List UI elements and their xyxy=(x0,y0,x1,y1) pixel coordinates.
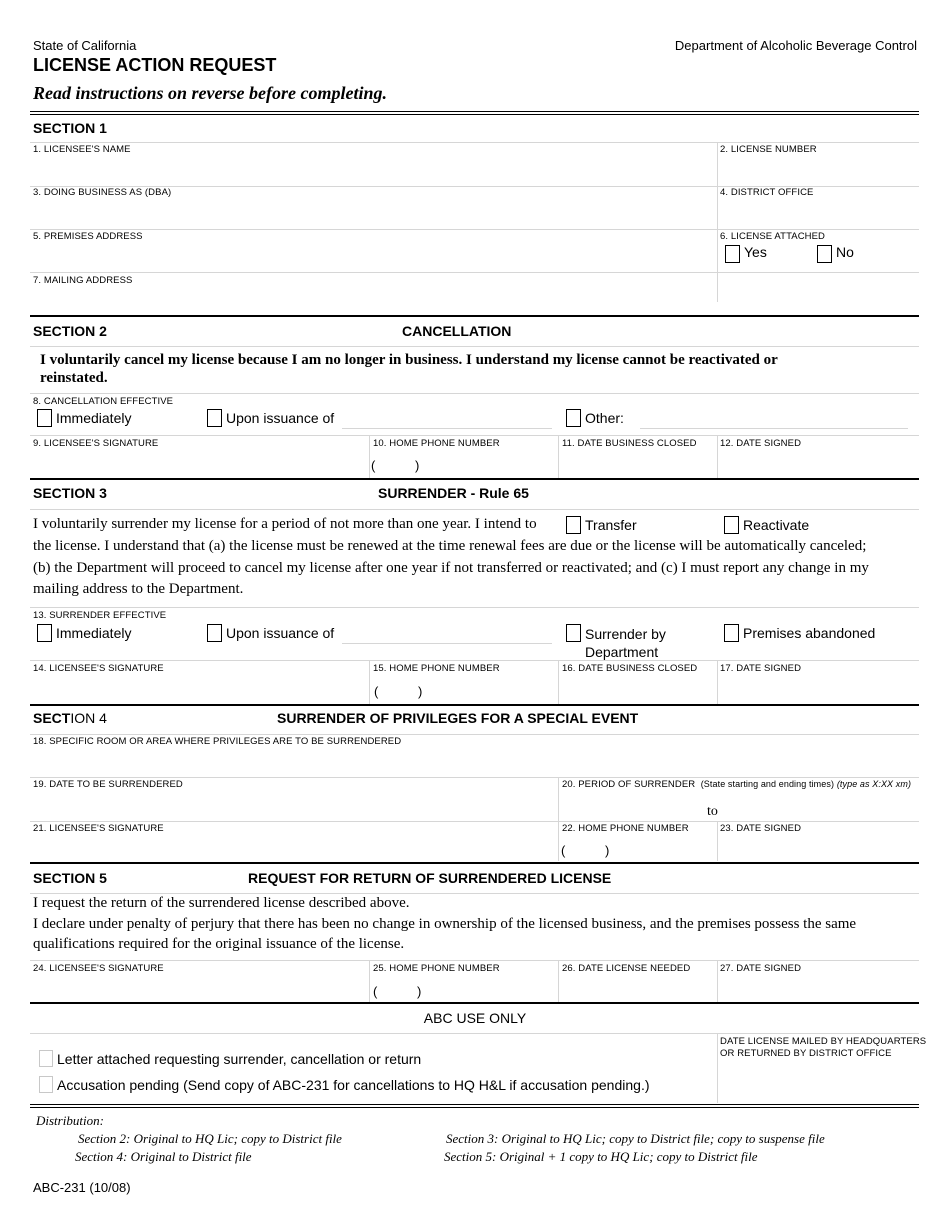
header-rule-bottom xyxy=(30,114,919,115)
cancel-other-field[interactable] xyxy=(640,428,908,429)
cancel-upon-issuance-field[interactable] xyxy=(342,428,552,429)
divider xyxy=(30,142,919,143)
column-divider xyxy=(369,960,370,1002)
home-phone-field[interactable] xyxy=(568,835,715,860)
department-name: Department of Alcoholic Beverage Control xyxy=(674,38,917,53)
licensee-name-label: 1. LICENSEE'S NAME xyxy=(33,144,131,155)
yes-option-label: Yes xyxy=(744,244,767,260)
cancellation-statement-line: I voluntarily cancel my license because I am no longer in business. I understand my license cannot be reactivated or xyxy=(40,352,778,368)
licensee-signature-label: 21. LICENSEE'S SIGNATURE xyxy=(33,823,164,834)
divider xyxy=(30,393,919,394)
phone-area-open: ( xyxy=(371,458,376,473)
section-rule xyxy=(30,478,919,480)
section3-title: SURRENDER - Rule 65 xyxy=(378,485,529,501)
licensee-signature-label: 14. LICENSEE'S SIGNATURE xyxy=(33,663,164,674)
divider xyxy=(30,960,919,961)
divider xyxy=(30,734,919,735)
surrender-upon-issuance-label: Upon issuance of xyxy=(226,625,335,641)
phone-area-open: ( xyxy=(373,984,378,999)
date-signed-field[interactable] xyxy=(719,975,918,1001)
period-of-surrender-number: 20. PERIOD OF SURRENDER xyxy=(562,779,696,790)
cancel-other-checkbox[interactable] xyxy=(566,409,581,427)
date-signed-field[interactable] xyxy=(719,450,918,476)
transfer-label: Transfer xyxy=(585,517,637,533)
divider xyxy=(30,1033,919,1034)
section-rule xyxy=(30,704,919,706)
instructions-note: Read instructions on reverse before completing. xyxy=(33,83,387,103)
licensee-signature-field[interactable] xyxy=(31,975,367,1001)
home-phone-field[interactable] xyxy=(380,975,556,1001)
specific-room-field[interactable] xyxy=(31,748,917,776)
divider xyxy=(30,660,919,661)
date-signed-label: 17. DATE SIGNED xyxy=(720,663,802,674)
cancel-other-label: Other: xyxy=(585,410,624,426)
abc-use-only-title: ABC USE ONLY xyxy=(423,1010,527,1026)
column-divider xyxy=(369,660,370,704)
divider xyxy=(30,777,919,778)
home-phone-label: 22. HOME PHONE NUMBER xyxy=(562,823,689,834)
cancel-upon-issuance-label: Upon issuance of xyxy=(226,410,335,426)
premises-address-label: 5. PREMISES ADDRESS xyxy=(33,231,143,242)
letter-attached-label: Letter attached requesting surrender, cancellation or return xyxy=(57,1051,422,1067)
mailing-address-label: 7. MAILING ADDRESS xyxy=(33,275,133,286)
district-office-label: 4. DISTRICT OFFICE xyxy=(720,187,814,198)
district-office-field[interactable] xyxy=(719,199,918,227)
footer-rule-top xyxy=(30,1104,919,1105)
distribution-section5: Section 5: Original + 1 copy to HQ Lic; copy to District file xyxy=(444,1149,758,1164)
date-signed-field[interactable] xyxy=(719,675,918,702)
date-to-be-surrendered-label: 19. DATE TO BE SURRENDERED xyxy=(33,779,183,790)
date-license-mailed-line: OR RETURNED BY DISTRICT OFFICE xyxy=(720,1048,892,1059)
cancellation-statement-line: reinstated. xyxy=(40,370,108,386)
accusation-pending-checkbox[interactable] xyxy=(39,1076,53,1093)
period-end-field[interactable] xyxy=(725,795,915,819)
period-of-surrender-type: (type as X:XX xm) xyxy=(836,779,912,789)
license-attached-yes-checkbox[interactable] xyxy=(725,245,740,263)
licensee-signature-field[interactable] xyxy=(31,675,367,702)
column-divider xyxy=(717,142,718,302)
date-license-mailed-field[interactable] xyxy=(719,1062,918,1100)
column-divider xyxy=(717,960,718,1002)
return-declaration-line: qualifications required for the original issuance of the license. xyxy=(33,936,405,952)
license-number-label: 2. LICENSE NUMBER xyxy=(720,144,817,155)
section4-heading-rest: ION 4 xyxy=(70,710,107,726)
surrender-immediately-label: Immediately xyxy=(56,625,132,641)
premises-abandoned-checkbox[interactable] xyxy=(724,624,739,642)
dba-label: 3. DOING BUSINESS AS (DBA) xyxy=(33,187,172,198)
divider xyxy=(30,229,919,230)
surrender-upon-issuance-checkbox[interactable] xyxy=(207,624,222,642)
column-divider xyxy=(369,435,370,478)
period-of-surrender-label xyxy=(562,779,911,790)
section-rule xyxy=(30,315,919,317)
column-divider xyxy=(717,660,718,704)
phone-area-close: ) xyxy=(417,984,422,999)
cancel-immediately-checkbox[interactable] xyxy=(37,409,52,427)
surrender-by-department-line: Surrender by xyxy=(585,626,666,642)
divider xyxy=(30,346,919,347)
section4-title: SURRENDER OF PRIVILEGES FOR A SPECIAL EVENT xyxy=(277,710,639,726)
phone-area-close: ) xyxy=(605,843,610,858)
return-declaration-line: I declare under penalty of perjury that there has been no change in ownership of the licensed business, and the premises possess the same xyxy=(33,915,857,932)
section-rule xyxy=(30,862,919,864)
surrender-terms-line: (b) the Department will proceed to cancel my license after one year if not transferred or reactivated; and (c) I must report any change in my xyxy=(33,560,869,576)
surrender-by-department-line: Department xyxy=(585,644,659,660)
distribution-section3: Section 3: Original to HQ Lic; copy to District file; copy to suspense file xyxy=(446,1131,825,1146)
surrender-terms-line: mailing address to the Department. xyxy=(33,581,244,597)
divider xyxy=(30,607,919,608)
date-signed-label: 27. DATE SIGNED xyxy=(720,963,802,974)
home-phone-label: 15. HOME PHONE NUMBER xyxy=(373,663,500,674)
footer-rule-bottom xyxy=(30,1107,919,1108)
date-license-mailed-line: DATE LICENSE MAILED BY HEADQUARTERS xyxy=(720,1036,927,1047)
surrender-effective-label: 13. SURRENDER EFFECTIVE xyxy=(33,610,167,621)
section5-heading: SECTION 5 xyxy=(33,870,107,886)
column-divider xyxy=(717,821,718,861)
licensee-signature-field[interactable] xyxy=(31,835,556,860)
surrender-terms-line: the license. I understand that (a) the license must be renewed at the time renewal fees are due or the license will be automatically canceled; xyxy=(33,538,867,554)
column-divider xyxy=(558,960,559,1002)
section1-heading: SECTION 1 xyxy=(33,120,107,136)
transfer-checkbox[interactable] xyxy=(566,516,581,534)
phone-area-close: ) xyxy=(418,684,423,699)
column-divider xyxy=(558,660,559,704)
section2-heading: SECTION 2 xyxy=(33,323,107,339)
surrender-by-department-checkbox[interactable] xyxy=(566,624,581,642)
divider xyxy=(30,435,919,436)
dba-field[interactable] xyxy=(31,199,715,227)
date-signed-field[interactable] xyxy=(719,835,918,860)
section4-heading xyxy=(33,710,107,726)
phone-area-open: ( xyxy=(374,684,379,699)
home-phone-field[interactable] xyxy=(380,450,556,476)
phone-area-close: ) xyxy=(415,458,420,473)
divider xyxy=(30,272,919,273)
period-to-label: to xyxy=(707,804,718,819)
column-divider xyxy=(717,435,718,478)
section3-heading: SECTION 3 xyxy=(33,485,107,501)
return-declaration-line: I request the return of the surrendered license described above. xyxy=(33,895,410,911)
letter-attached-checkbox[interactable] xyxy=(39,1050,53,1067)
licensee-name-field[interactable] xyxy=(31,156,715,184)
licensee-signature-field[interactable] xyxy=(31,450,367,476)
premises-abandoned-label: Premises abandoned xyxy=(743,625,876,641)
date-business-closed-field[interactable] xyxy=(560,675,715,702)
surrender-intro: I voluntarily surrender my license for a period of not more than one year. I intend to xyxy=(33,516,537,532)
column-divider xyxy=(558,777,559,861)
section-rule xyxy=(30,1002,919,1004)
mailing-address-field[interactable] xyxy=(31,287,715,313)
period-of-surrender-note: (State starting and ending times) xyxy=(700,779,835,789)
header-rule-top xyxy=(30,111,919,112)
divider xyxy=(30,821,919,822)
surrender-immediately-checkbox[interactable] xyxy=(37,624,52,642)
cancel-upon-issuance-checkbox[interactable] xyxy=(207,409,222,427)
home-phone-field[interactable] xyxy=(380,675,556,702)
return-declaration xyxy=(33,893,856,955)
reactivate-label: Reactivate xyxy=(743,517,810,533)
reactivate-checkbox[interactable] xyxy=(724,516,739,534)
surrender-upon-issuance-field[interactable] xyxy=(342,643,552,644)
premises-address-field[interactable] xyxy=(31,243,715,271)
form-id: ABC-231 (10/08) xyxy=(33,1180,131,1195)
license-attached-no-checkbox[interactable] xyxy=(817,245,832,263)
home-phone-label: 25. HOME PHONE NUMBER xyxy=(373,963,500,974)
date-license-needed-label: 26. DATE LICENSE NEEDED xyxy=(562,963,691,974)
licensee-signature-label: 24. LICENSEE'S SIGNATURE xyxy=(33,963,164,974)
date-signed-label: 12. DATE SIGNED xyxy=(720,438,802,449)
column-divider xyxy=(558,435,559,478)
divider xyxy=(30,509,919,510)
cancellation-statement xyxy=(40,351,778,387)
phone-area-open: ( xyxy=(561,843,566,858)
date-signed-label: 23. DATE SIGNED xyxy=(720,823,802,834)
licensee-signature-label: 9. LICENSEE'S SIGNATURE xyxy=(33,438,159,449)
date-business-closed-label: 16. DATE BUSINESS CLOSED xyxy=(562,663,698,674)
accusation-pending-label: Accusation pending (Send copy of ABC-231 for cancellations to HQ H&L if accusation pending.) xyxy=(57,1077,650,1093)
license-attached-label: 6. LICENSE ATTACHED xyxy=(720,231,826,242)
home-phone-label: 10. HOME PHONE NUMBER xyxy=(373,438,500,449)
distribution-label: Distribution: xyxy=(36,1113,104,1128)
period-start-field[interactable] xyxy=(562,795,702,819)
state-name: State of California xyxy=(33,38,137,53)
section5-title: REQUEST FOR RETURN OF SURRENDERED LICENSE xyxy=(248,870,612,886)
date-business-closed-label: 11. DATE BUSINESS CLOSED xyxy=(562,438,697,449)
no-option-label: No xyxy=(836,244,854,260)
cancellation-effective-label: 8. CANCELLATION EFFECTIVE xyxy=(33,396,174,407)
column-divider xyxy=(717,1033,718,1103)
section2-title: CANCELLATION xyxy=(402,323,512,339)
date-license-mailed-label xyxy=(720,1036,926,1060)
distribution-section4: Section 4: Original to District file xyxy=(75,1149,252,1164)
form-title: LICENSE ACTION REQUEST xyxy=(33,55,277,75)
license-number-field[interactable] xyxy=(719,156,918,184)
cancel-immediately-label: Immediately xyxy=(56,410,132,426)
distribution-section2: Section 2: Original to HQ Lic; copy to District file xyxy=(78,1131,342,1146)
surrender-by-department-label xyxy=(585,625,666,661)
specific-room-label: 18. SPECIFIC ROOM OR AREA WHERE PRIVILEGES ARE TO BE SURRENDERED xyxy=(33,736,402,747)
section4-heading-bold: SECT xyxy=(33,710,71,726)
date-to-be-surrendered-field[interactable] xyxy=(31,791,556,819)
date-license-needed-field[interactable] xyxy=(560,975,715,1001)
date-business-closed-field[interactable] xyxy=(560,450,715,476)
